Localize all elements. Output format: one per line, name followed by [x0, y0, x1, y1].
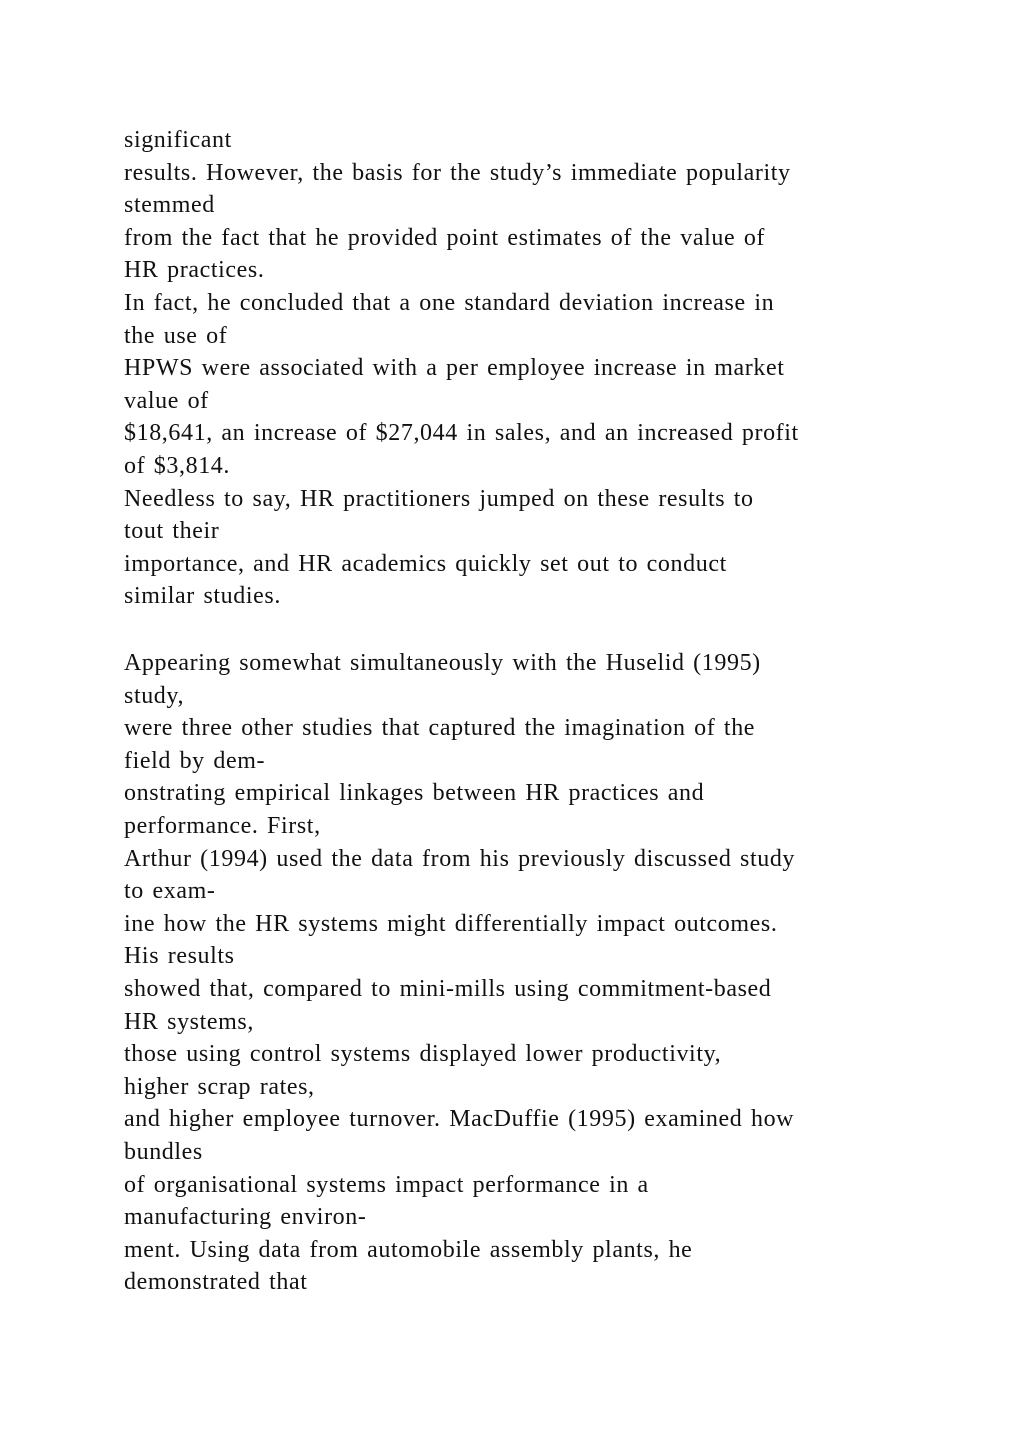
text-line: from the fact that he provided point estimates of the value of — [124, 224, 766, 251]
text-line: ine how the HR systems might differentially impact outcomes. — [124, 910, 778, 937]
text-line: tout their — [124, 518, 220, 545]
text-line: value of — [124, 387, 209, 414]
text-line: study, — [124, 682, 185, 709]
text-line: onstrating empirical linkages between HR practices and — [124, 780, 705, 807]
text-line: HR systems, — [124, 1008, 254, 1035]
text-line: In fact, he concluded that a one standard deviation increase in — [124, 289, 775, 316]
text-line: results. However, the basis for the study’s immediate popularity — [124, 159, 791, 186]
text-line: showed that, compared to mini-mills using commitment-based — [124, 975, 772, 1002]
text-line: those using control systems displayed lower productivity, — [124, 1041, 722, 1068]
text-line: Needless to say, HR practitioners jumped on these results to — [124, 485, 754, 512]
text-line: the use of — [124, 322, 228, 349]
text-line: Arthur (1994) used the data from his previously discussed study — [124, 845, 796, 872]
text-line: bundles — [124, 1138, 203, 1165]
paragraph-1 — [124, 124, 914, 613]
text-line: field by dem- — [124, 747, 266, 774]
text-line: performance. First, — [124, 812, 321, 839]
text-line: ment. Using data from automobile assembly plants, he — [124, 1236, 693, 1263]
text-line: of $3,814. — [124, 452, 230, 479]
text-line: importance, and HR academics quickly set out to conduct — [124, 550, 727, 577]
text-line: similar studies. — [124, 583, 281, 610]
text-line: manufacturing environ- — [124, 1204, 367, 1231]
text-line: of organisational systems impact performance in a — [124, 1171, 649, 1198]
text-line: $18,641, an increase of $27,044 in sales, and an increased profit — [124, 420, 799, 447]
text-line: stemmed — [124, 192, 215, 219]
paragraph-2 — [124, 647, 914, 1299]
text-line: to exam- — [124, 878, 216, 905]
text-line: higher scrap rates, — [124, 1073, 315, 1100]
text-line: Appearing somewhat simultaneously with the Huselid (1995) — [124, 650, 761, 676]
text-line: HR practices. — [124, 257, 265, 284]
text-line: HPWS were associated with a per employee increase in market — [124, 355, 785, 382]
text-line: demonstrated that — [124, 1269, 308, 1296]
text-line: were three other studies that captured the imagination of the — [124, 715, 756, 742]
text-line: and higher employee turnover. MacDuffie (1995) examined how — [124, 1106, 795, 1133]
text-line: significant — [124, 127, 232, 153]
text-line: His results — [124, 943, 235, 970]
